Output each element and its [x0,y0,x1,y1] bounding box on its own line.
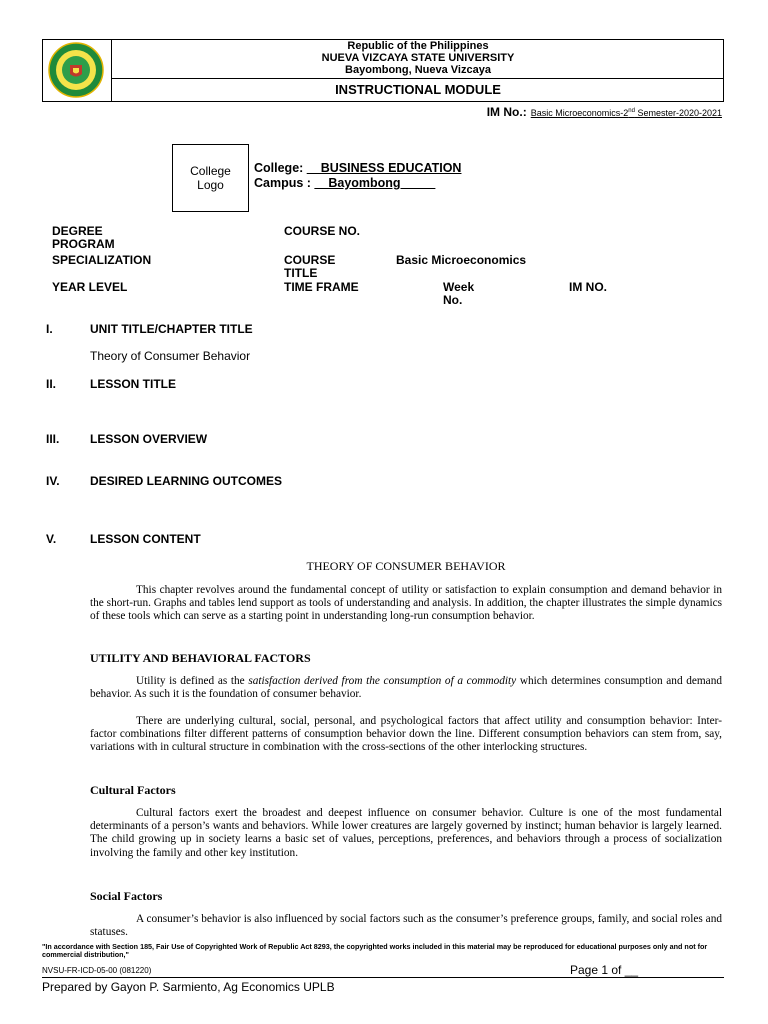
paragraph: A consumer’s behavior is also influenced by social factors such as the consumer’s preference groups, family, and social roles and statuses. [90,913,722,939]
section-title: LESSON CONTENT [90,532,201,546]
unit-title-value: Theory of Consumer Behavior [90,349,251,363]
page-number: Page 1 of __ [570,963,639,977]
college-logo-placeholder [172,144,249,212]
campus-line [254,177,435,190]
paragraph: This chapter revolves around the fundamental concept of utility or satisfaction to explain consumption and demand behavior in the short-run. Graphs and tables lend support as tools of understanding and analysis. In addition, the chapter illustrates the simple dynamics of these tools which can serve as a starting point in understanding long-run consumption behavior. [90,584,722,623]
college-line [254,162,461,175]
section-number: IV. [46,474,60,488]
im-number-value: Basic Microeconomics-2nd Semester-2020-2021 [530,108,722,118]
section-title: UNIT TITLE/CHAPTER TITLE [90,322,253,336]
im-no-label: IM NO. [569,280,607,294]
course-no-label: COURSE NO. [284,224,361,238]
college-label: College: [254,161,304,175]
course-title-value: Basic Microeconomics [396,253,527,267]
subheading: Social Factors [90,889,163,903]
header-divider [112,78,724,79]
paragraph: There are underlying cultural, social, personal, and psychological factors that affect utility and consumption behavior: Inter-factor combinations filter different patterns of consumption behavior down the line. Different consumption behaviors can stem from, say, variations with in cultural structure in combination with the cross-sections of the other interlocking structures. [90,715,722,754]
year-level-label: YEAR LEVEL [52,280,128,294]
section-number: V. [46,532,57,546]
university-seal-icon [43,41,109,99]
college-logo-text: College Logo [190,164,231,192]
logo-cell [42,39,112,102]
header-university: NUEVA VIZCAYA STATE UNIVERSITY [321,52,515,64]
week-no-label: Week No. [443,280,475,307]
campus-value: __Bayombong_____ [314,176,436,190]
section-title: DESIRED LEARNING OUTCOMES [90,474,283,488]
section-number: II. [46,377,57,391]
section-number: I. [46,322,53,336]
college-value: __BUSINESS EDUCATION [306,161,462,175]
paragraph-text: Utility is defined as the [136,675,249,687]
time-frame-label: TIME FRAME [284,280,359,294]
form-code: NVSU-FR-ICD-05-00 (081220) [42,966,152,975]
paragraph-emphasis: satisfaction derived from the consumption of a commodity [248,675,517,687]
subheading: UTILITY AND BEHAVIORAL FACTORS [90,651,311,665]
header-republic: Republic of the Philippines [347,40,489,52]
section-title: LESSON TITLE [90,377,177,391]
subheading: Cultural Factors [90,783,176,797]
im-number [487,105,722,119]
paragraph [90,675,722,701]
specialization-label: SPECIALIZATION [52,253,152,267]
header-location: Bayombong, Nueva Vizcaya [345,64,491,76]
section-title: LESSON OVERVIEW [90,432,208,446]
prepared-by: Prepared by Gayon P. Sarmiento, Ag Economics UPLB [42,980,335,994]
module-title: INSTRUCTIONAL MODULE [335,82,501,97]
campus-label: Campus : [254,176,311,190]
paragraph-text: which determines consumption and demand behavior. As such it is the foundation of consumer behavior. [90,675,722,701]
content-heading: THEORY OF CONSUMER BEHAVIOR [306,559,506,573]
copyright-notice: "In accordance with Section 185, Fair Use of Copyrighted Work of Republic Act 8293, the copyrighted works included in this material may be reproduced for educational purposes only and not for commercial distribution," [42,942,708,959]
im-number-label: IM No.: [486,105,527,119]
degree-program-label: DEGREE PROGRAM [52,224,115,251]
section-number: III. [46,432,60,446]
footer-rule [42,977,724,978]
course-title-label: COURSE TITLE [284,253,336,280]
paragraph: Cultural factors exert the broadest and deepest influence on consumer behavior. Culture is one of the most fundamental determinants of a person’s wants and behaviors. While lower creatures are largely governed by instinct; human behavior is largely learned. The child growing up in society learns a basic set of values, perceptions, preferences, and behaviors through a process of socialization involving the family and other key institution. [90,807,722,859]
